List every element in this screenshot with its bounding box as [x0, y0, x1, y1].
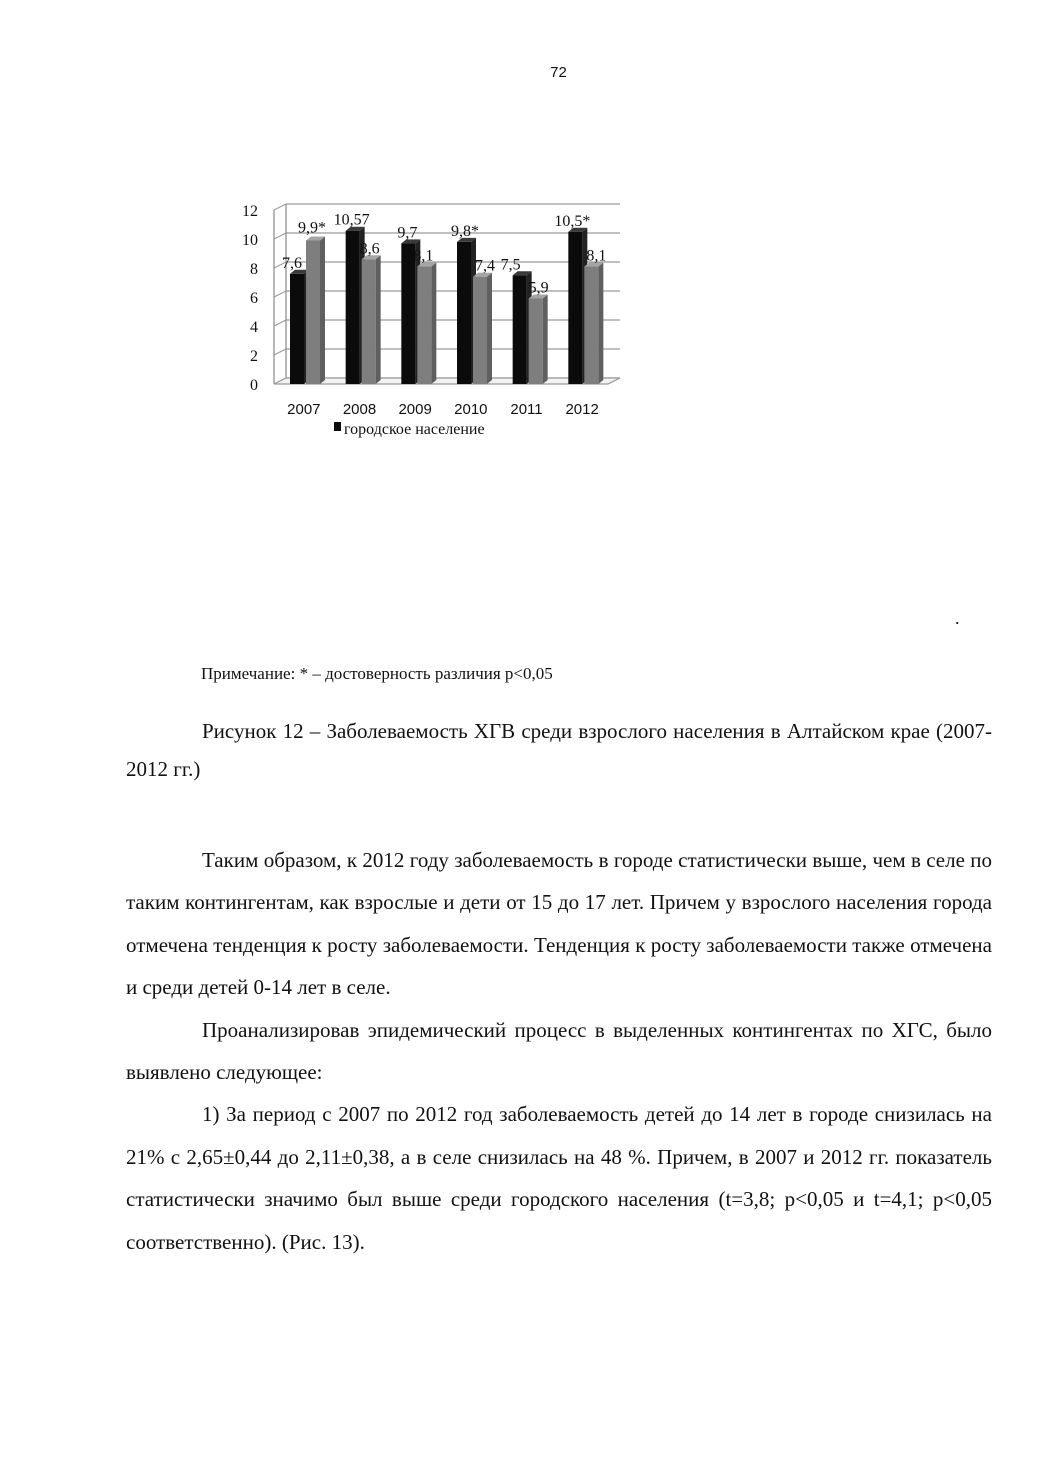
data-label: 9,9*	[298, 219, 326, 237]
y-tick-label: 12	[242, 203, 258, 220]
x-tick-label: 2010	[454, 401, 488, 418]
bar-side	[543, 294, 548, 384]
data-label: 9,7	[397, 224, 418, 242]
x-tick-label: 2011	[510, 401, 543, 418]
bar-chart	[228, 196, 648, 446]
y-tick-label: 2	[250, 348, 258, 365]
bar-side	[320, 236, 325, 384]
data-label: 7,4	[475, 257, 495, 275]
data-label: 10,57	[333, 211, 370, 229]
y-tick-label: 6	[250, 290, 258, 307]
y-tick-label: 10	[242, 232, 258, 249]
data-label: 9,8*	[451, 222, 479, 240]
bar-gray-2007	[306, 240, 320, 384]
gridline-depth	[274, 291, 286, 297]
paragraph-1: Таким образом, к 2012 году заболеваемость в городе статистически выше, чем в селе по таким контингентам, как взрослые и дети от 15 до 17 лет. Причем у взрослого населения города отмечена тенденция к росту заболеваемости. Тенденция к росту заболеваемости также отмечена и среди детей 0-14 лет в селе.	[126, 848, 992, 1000]
page-number: 72	[550, 64, 567, 81]
bar-black-2008	[346, 231, 360, 384]
bar-side	[376, 255, 381, 384]
bar-gray-2011	[529, 298, 543, 384]
data-label: 8,1	[413, 247, 434, 265]
caption-text: Рисунок 12 – Заболеваемость ХГВ среди взрослого населения в Алтайском крае (2007-2012 гг.)	[126, 719, 992, 781]
bar-gray-2012	[584, 267, 598, 384]
y-tick-label: 8	[250, 261, 258, 278]
bar-gray-2010	[473, 277, 487, 384]
y-tick-label: 0	[250, 377, 258, 394]
x-tick-label: 2007	[287, 401, 321, 418]
chart-note: Примечание: * – достоверность различия р<0,05	[201, 664, 553, 683]
bar-black-2010	[457, 242, 471, 384]
gridline-depth	[274, 320, 286, 326]
data-label: 5,9	[528, 279, 549, 297]
bar-gray-2009	[417, 267, 431, 384]
stray-dot: .	[955, 608, 960, 628]
legend-label: городское население	[344, 421, 485, 438]
legend-swatch	[334, 422, 341, 431]
figure-caption	[126, 712, 992, 788]
body-text	[126, 839, 992, 1263]
chart-floor	[274, 378, 620, 384]
bar-gray-2008	[362, 259, 376, 384]
bar-black-2007	[290, 274, 304, 384]
paragraph-2: Проанализировав эпидемический процесс в выделенных контингентах по ХГС, было выявлено следующее:	[126, 1017, 992, 1085]
data-label: 8,1	[586, 247, 607, 265]
bar-black-2012	[568, 232, 582, 384]
bar-side	[431, 263, 436, 384]
bar-side	[598, 263, 603, 384]
paragraph-3: 1) За период с 2007 по 2012 год заболеваемость детей до 14 лет в городе снизилась на 21% с 2,65±0,44 до 2,11±0,38, а в селе снизилась на 48 %. Причем, в 2007 и 2012 гг. показатель статистически значимо был выше среди городского населения (t=3,8; p<0,05 и t=4,1; p<0,05 соответственно). (Рис. 13).	[126, 1102, 992, 1254]
gridline-depth	[274, 233, 286, 239]
x-tick-label: 2012	[565, 401, 599, 418]
data-label: 10,5*	[554, 212, 591, 230]
x-tick-label: 2009	[398, 401, 432, 418]
data-label: 8,6	[359, 240, 380, 258]
data-label: 7,6	[282, 254, 302, 272]
gridline-depth	[274, 349, 286, 355]
bar-side	[487, 273, 492, 384]
bar-black-2011	[513, 275, 527, 384]
data-label: 7,5	[500, 256, 521, 274]
y-tick-label: 4	[250, 319, 258, 336]
x-tick-label: 2008	[342, 401, 377, 418]
gridline-depth	[274, 204, 286, 210]
